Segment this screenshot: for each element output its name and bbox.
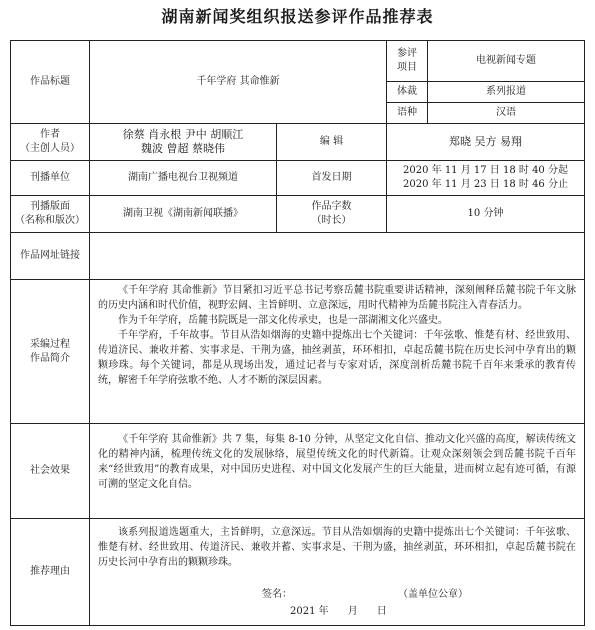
genre-label: 体裁 — [386, 81, 428, 103]
reason-paragraph: 该系列报道选题重大，主旨鲜明，立意深远。节目从浩如烟海的史籍中提炼出七个关键词：千年弦歌、惟楚有材、经世致用、传道济民、兼收并蓄、实事求是、干荆为盛，抽丝剥茧，环环相扣，卓起岳麓书院在历史长河中孕育出的颗颗珍珠。 — [98, 527, 576, 568]
url-value — [89, 232, 585, 280]
language-value: 汉语 — [427, 102, 585, 124]
signature-date: 2021 年 月 日 — [290, 606, 387, 617]
intro-paragraph: 《千年学府 其命惟新》节目紧扣习近平总书记考察岳麓书院重要讲话精神，深刻阐释岳麓书院千年文脉的历史内涵和时代价值，视野宏阔、主旨鲜明、立意深远，用时代精神为岳麓书院注入青春活力。 — [98, 285, 576, 311]
language-label: 语种 — [386, 102, 428, 124]
intro-paragraph: 作为千年学府，岳麓书院既是一部文化传承史，也是一部湖湘文化兴盛史。 — [118, 315, 448, 326]
category-value: 电视新闻专题 — [427, 40, 585, 82]
editor-label: 编 辑 — [276, 123, 387, 161]
intro-label: 采编过程 作品简介 — [10, 279, 90, 424]
publisher-label: 刊播单位 — [10, 160, 90, 196]
effect-paragraph: 《千年学府 其命惟新》共 7 集，每集 8-10 分钟，从坚定文化自信、推动文化兴盛的高度，解读传统文化的精神内涵，梳理传统文化的发展脉络，展望传统文化的时代新篇。让观众深刻领会到岳麓书院千百年来“经世致用”的教育成果，对中国历史进程、对中国文化发展产生的巨大能量，进而树立起有迹可循，有源可溯的坚定文化自信。 — [98, 434, 576, 490]
reason-label: 推荐理由 — [10, 518, 90, 626]
publish-date-label: 首发日期 — [276, 160, 387, 196]
word-count-value: 10 分钟 — [386, 195, 585, 233]
signature-label: 签名： — [262, 589, 292, 600]
url-label: 作品网址链接 — [10, 232, 90, 280]
publisher-value: 湖南广播电视台卫视频道 — [89, 160, 277, 196]
authors-label: 作者 （主创人员） — [10, 123, 90, 161]
authors-value: 徐蔡 肖永根 尹中 胡顺江 魏波 曾超 蔡晓伟 — [89, 123, 277, 161]
stamp-note: （盖单位公章） — [398, 589, 468, 600]
category-label: 参评 项目 — [386, 40, 428, 82]
publish-date-value: 2020 年 11 月 17 日 18 时 40 分起 2020 年 11 月 23 日 18 时 46 分止 — [386, 160, 585, 196]
effect-body — [89, 423, 585, 519]
intro-body — [89, 279, 585, 424]
layout-value: 湖南卫视《湖南新闻联播》 — [89, 195, 277, 233]
work-title-label: 作品标题 — [10, 40, 90, 124]
editor-value: 郑晓 吴方 易翔 — [386, 123, 585, 161]
work-title-value: 千年学府 其命惟新 — [89, 40, 387, 124]
word-count-label: 作品字数 （时长） — [276, 195, 387, 233]
intro-paragraph: 千年学府，千年故事。节目从浩如烟海的史籍中提炼出七个关键词：千年弦歌、惟楚有材、经世致用、传道济民、兼收并蓄、实事求是、干荆为盛，抽丝剥茧，环环相扣，卓起岳麓书院在历史长河中孕育出的颗颗珍珠。每个关键词，都是从现场出发，通过记者与专家对话，深度剖析岳麓书院千百年来秉承的教育传统，解密千年学府弦歌不绝、人才不断的深层因素。 — [98, 330, 576, 386]
layout-label: 刊播版面 （名称和版次） — [10, 195, 90, 233]
document-title: 湖南新闻奖组织报送参评作品推荐表 — [161, 7, 434, 26]
genre-value: 系列报道 — [427, 81, 585, 103]
effect-label: 社会效果 — [10, 423, 90, 519]
